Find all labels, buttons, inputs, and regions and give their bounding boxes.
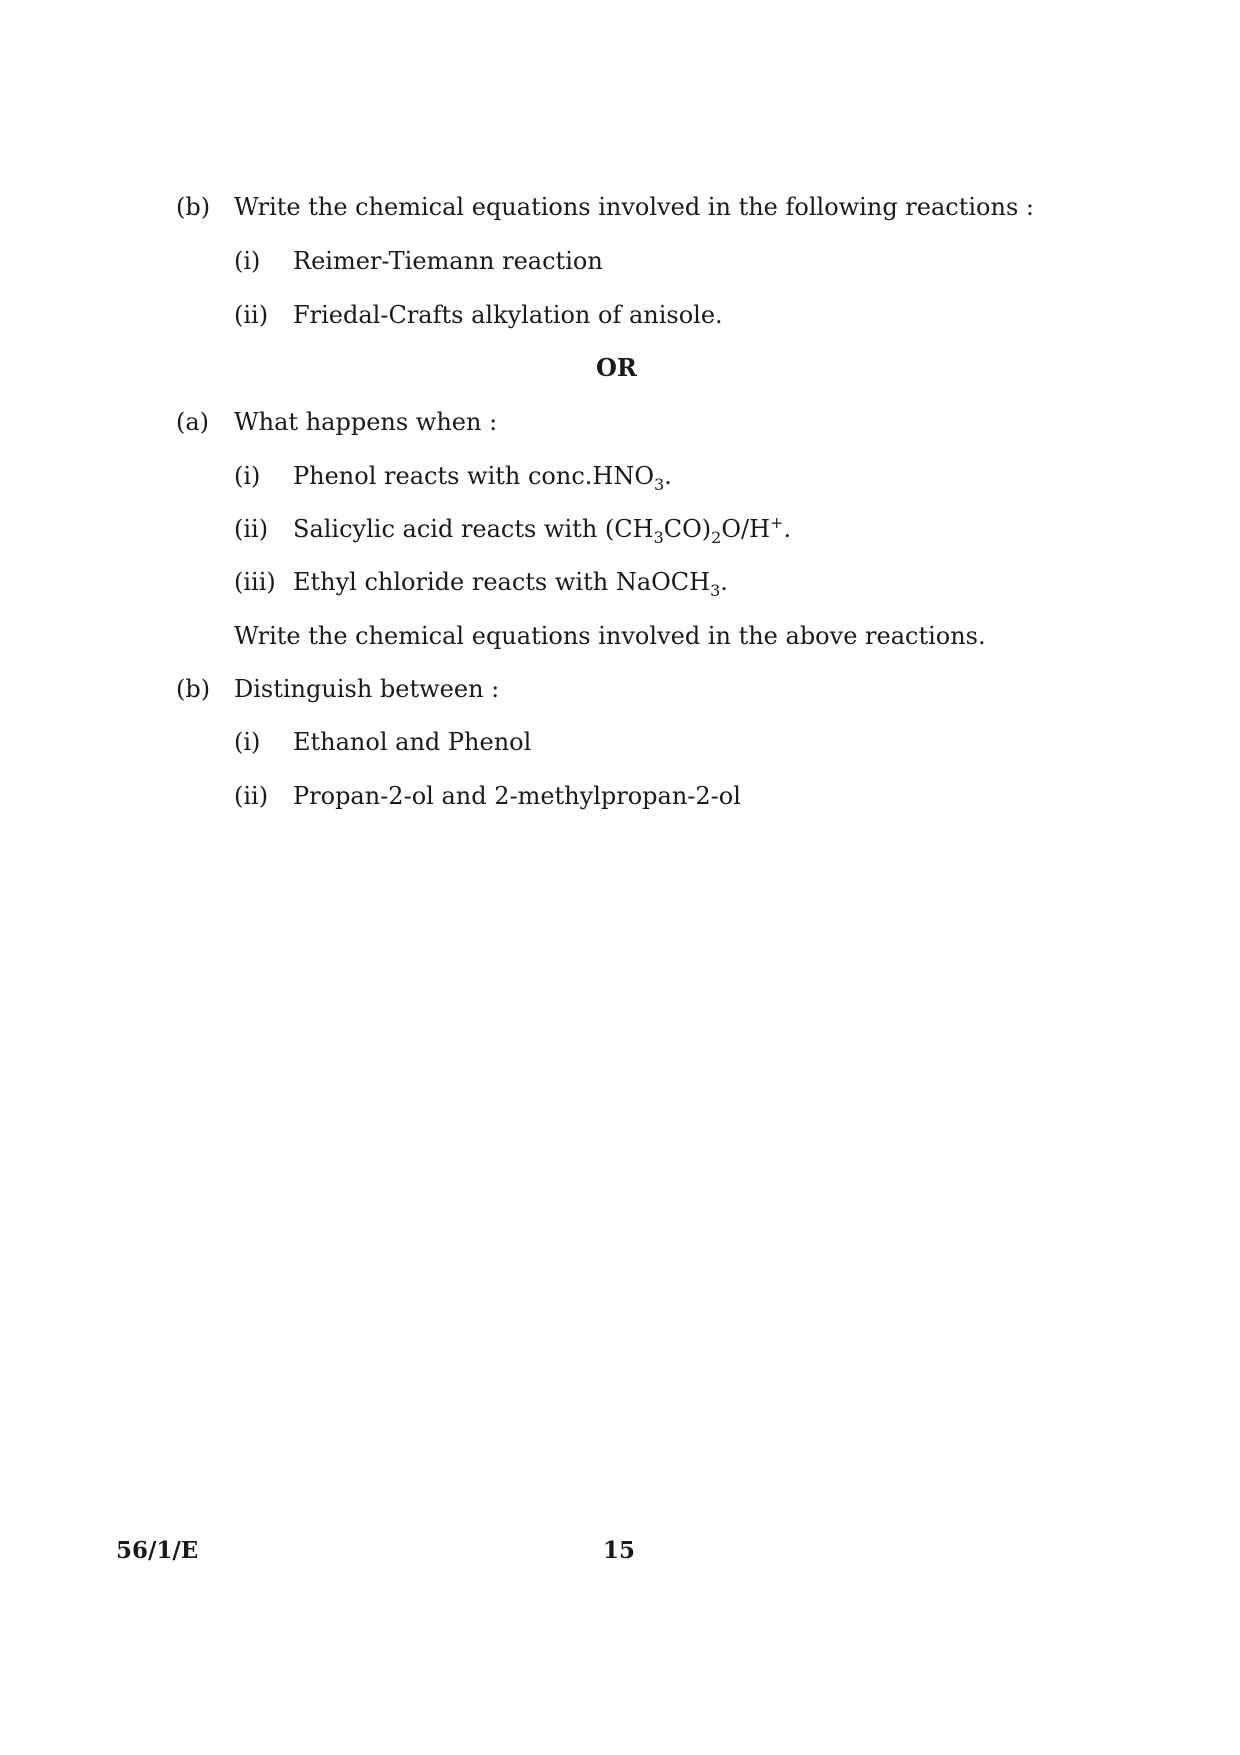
part-b2-label: (b): [176, 675, 211, 703]
or-separator: OR: [596, 353, 637, 382]
part-a-item-3-label: (iii): [234, 568, 276, 596]
part-b2-item-1-text: Ethanol and Phenol: [293, 728, 532, 756]
part-b1-item-1-label: (i): [234, 247, 261, 275]
part-b2-item-2-label: (ii): [234, 782, 269, 810]
part-b1-label: (b): [176, 193, 211, 221]
part-a-item-1-text: Phenol reacts with $conc.HNO_3$.: [293, 462, 672, 494]
part-a-label: (a): [176, 408, 210, 436]
part-a-item-2-label: (ii): [234, 515, 269, 543]
page-number: 15: [603, 1537, 636, 1564]
part-b2-item-2-text: Propan-2-ol and 2-methylpropan-2-ol: [293, 782, 741, 810]
part-b1-text: Write the chemical equations involved in the following reactions :: [234, 193, 1034, 221]
part-b1-item-2-text: Friedal-Crafts alkylation of anisole.: [293, 301, 723, 329]
part-a-text: What happens when :: [234, 408, 498, 436]
part-b1-item-2-label: (ii): [234, 301, 269, 329]
part-a-item-2-text: Salicylic acid reacts with $(CH_3CO)_2O/H^+$.: [293, 513, 792, 547]
part-b2-item-1-label: (i): [234, 728, 261, 756]
part-a-item-3-text: Ethyl chloride reacts with NaOCH$_3$.: [293, 568, 728, 600]
part-a-closing: Write the chemical equations involved in the above reactions.: [234, 622, 986, 650]
part-b2-text: Distinguish between :: [234, 675, 500, 703]
part-a-item-1-label: (i): [234, 462, 261, 490]
part-b1-item-1-text: Reimer-Tiemann reaction: [293, 247, 603, 275]
paper-code: 56/1/E: [116, 1537, 199, 1564]
